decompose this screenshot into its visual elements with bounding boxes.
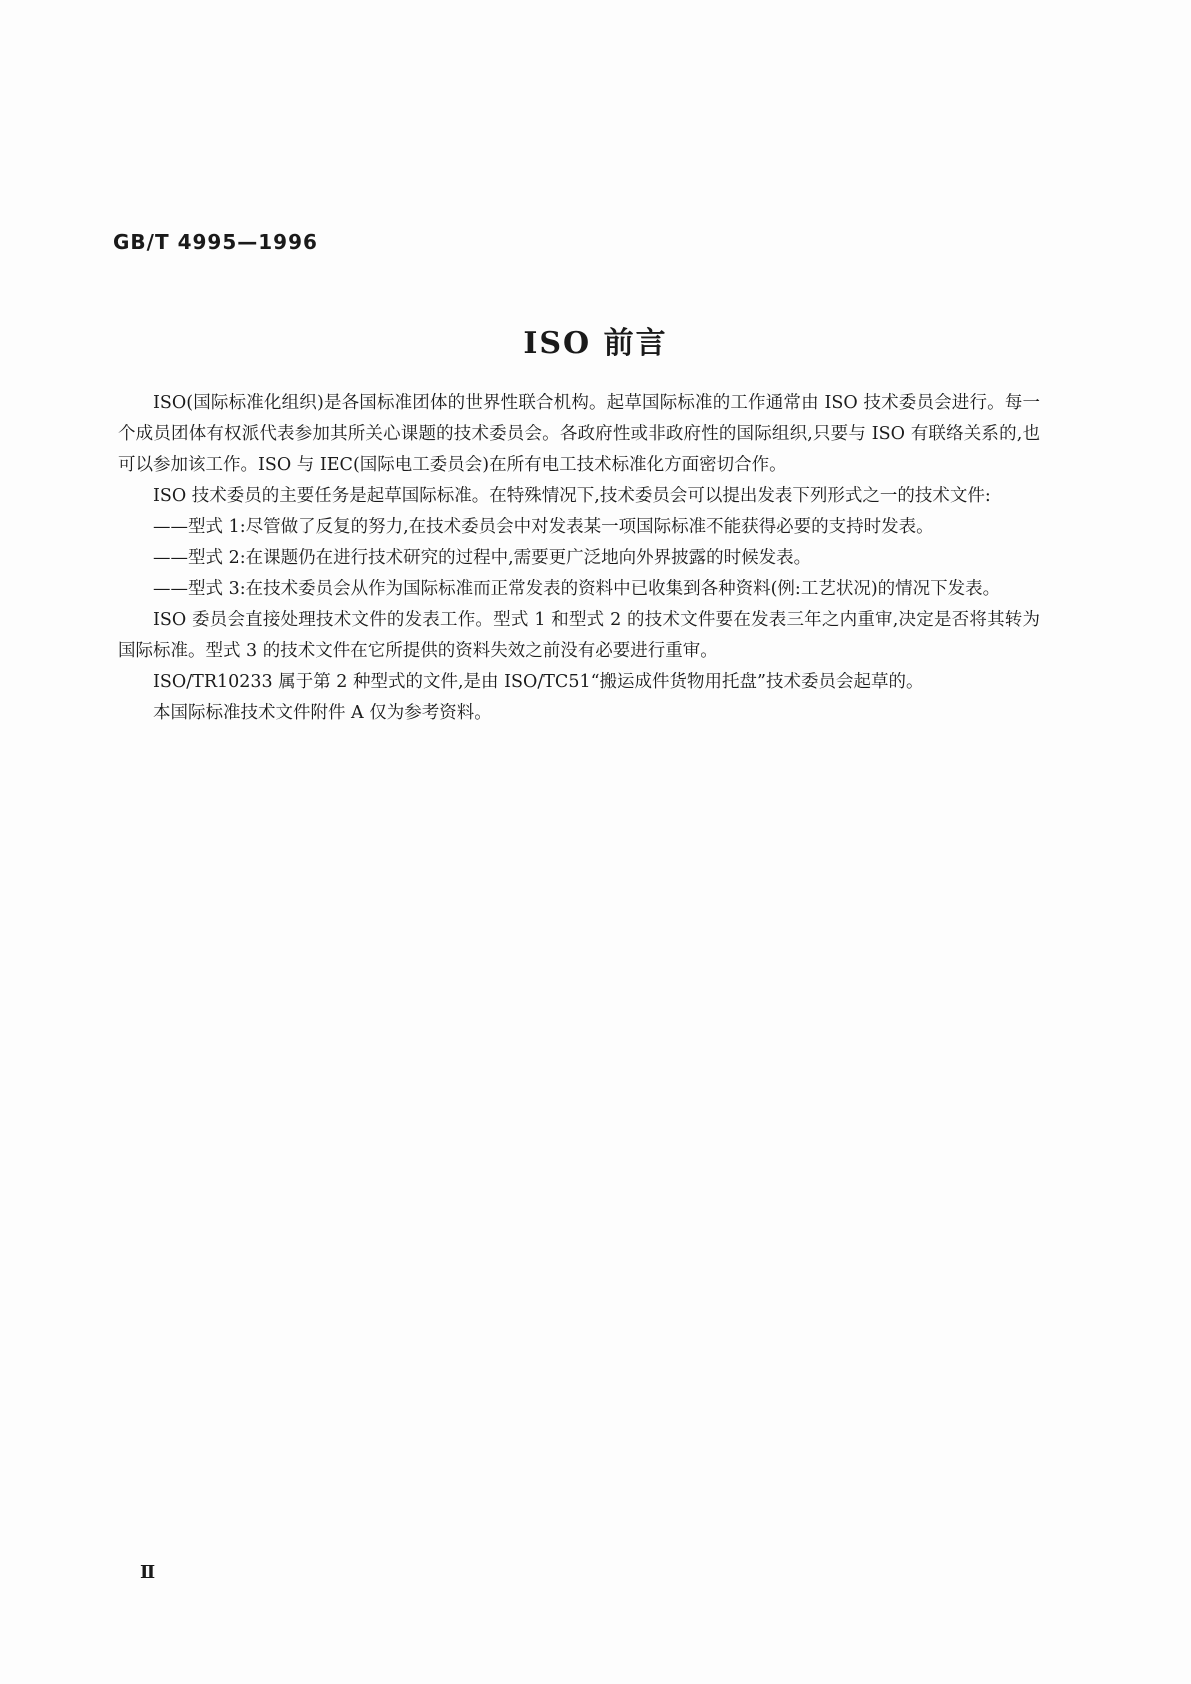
paragraph-technical-reports: ISO 技术委员的主要任务是起草国际标准。在特殊情况下,技术委员会可以提出发表下列形式之一的技术文件: <box>153 486 991 506</box>
paragraph-annex: 本国际标准技术文件附件 A 仅为参考资料。 <box>153 703 492 723</box>
page-title: ISO 前言 <box>523 326 668 361</box>
paragraph-review: ISO 委员会直接处理技术文件的发表工作。型式 1 和型式 2 的技术文件要在发表三年之内重审,决定是否将其转为国际标准。型式 3 的技术文件在它所提供的资料失效之前没有必要进行重审。 <box>118 610 1040 661</box>
paragraph-iso-intro: ISO(国际标准化组织)是各国标准团体的世界性联合机构。起草国际标准的工作通常由 ISO 技术委员会进行。每一个成员团体有权派代表参加其所关心课题的技术委员会。各政府性或非政府性的国际组织,只要与 ISO 有联络关系的,也可以参加该工作。ISO 与 IEC(国际电工委员会)在所有电工技术标准化方面密切合作。 <box>118 393 1040 475</box>
standard-code: GB/T 4995—1996 <box>113 230 318 254</box>
list-item-type-2: ——型式 2:在课题仍在进行技术研究的过程中,需要更广泛地向外界披露的时候发表。 <box>153 548 812 568</box>
list-item-type-1: ——型式 1:尽管做了反复的努力,在技术委员会中对发表某一项国际标准不能获得必要的支持时发表。 <box>153 517 934 537</box>
body-text <box>118 388 1040 729</box>
list-item-type-3: ——型式 3:在技术委员会从作为国际标准而正常发表的资料中已收集到各种资料(例:工艺状况)的情况下发表。 <box>153 579 1001 599</box>
page-number: Ⅱ <box>140 1562 156 1583</box>
paragraph-tr10233: ISO/TR10233 属于第 2 种型式的文件,是由 ISO/TC51“搬运成件货物用托盘”技术委员会起草的。 <box>153 672 924 692</box>
